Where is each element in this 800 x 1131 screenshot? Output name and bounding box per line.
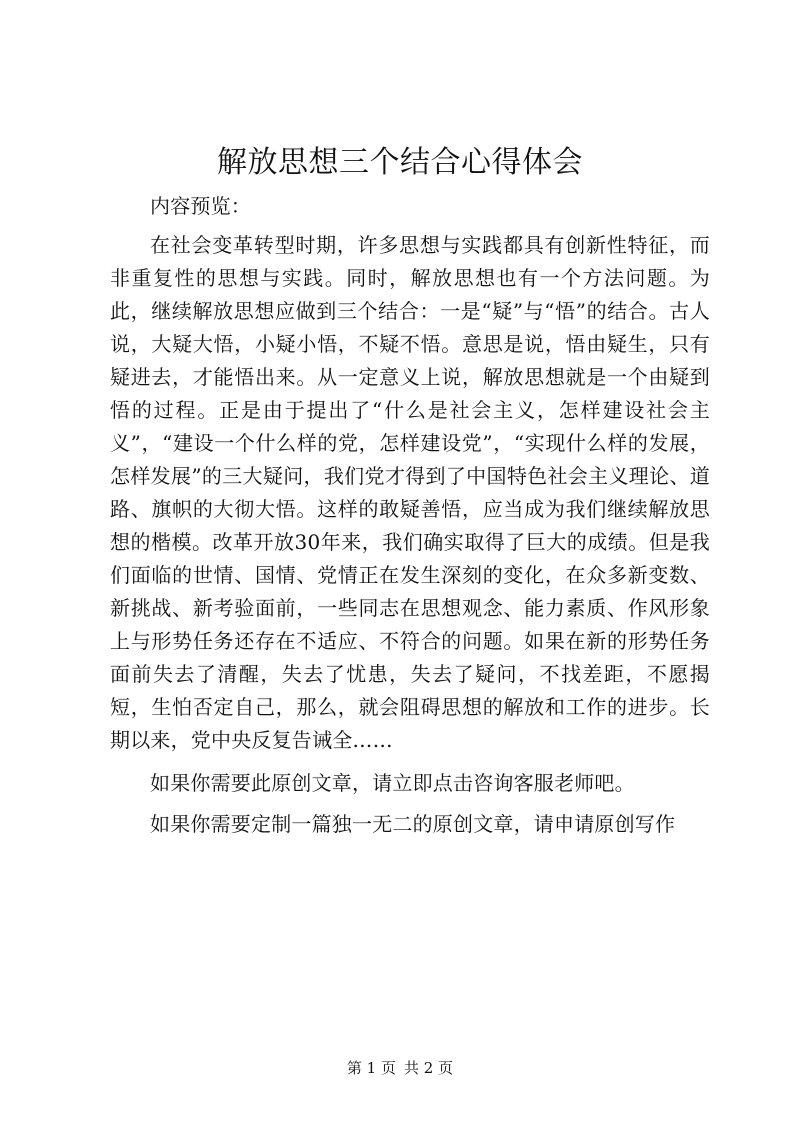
document-body xyxy=(110,190,710,849)
page-number-total: 共 2 页 xyxy=(404,1059,454,1077)
page-number-current: 第 1 页 xyxy=(346,1059,396,1077)
page-footer xyxy=(0,1058,800,1078)
document-title: 解放思想三个结合心得体会 xyxy=(217,145,583,180)
preview-label: 内容预览： xyxy=(150,194,251,218)
preview-paragraph: 在社会变革转型时期，许多思想与实践都具有创新性特征，而非重复性的思想与实践。同时，解放思想也有一个方法问题。为此，继续解放思想应做到三个结合：一是“疑”与“悟”的结合。古人说，大疑大悟，小疑小悟，不疑不悟。意思是说，悟由疑生，只有疑进去，才能悟出来。从一定意义上说，解放思想就是一个由疑到悟的过程。正是由于提出了“什么是社会主义，怎样建设社会主义”，“建设一个什么样的党，怎样建设党”，“实现什么样的发展，怎样发展”的三大疑问，我们党才得到了中国特色社会主义理论、道路、旗帜的大彻大悟。这样的敢疑善悟，应当成为我们继续解放思想的楷模。改革开放30年来，我们确实取得了巨大的成绩。但是我们面临的世情、国情、党情正在发生深刻的变化，在众多新变数、新挑战、新考验面前，一些同志在思想观念、能力素质、作风形象上与形势任务还存在不适应、不符合的问题。如果在新的形势任务面前失去了清醒，失去了忧患，失去了疑问，不找差距，不愿揭短，生怕否定自己，那么，就会阻碍思想的解放和工作的进步。长期以来，党中央反复告诫全…… xyxy=(110,233,710,752)
contact-service-prompt: 如果你需要此原创文章，请立即点击咨询客服老师吧。 xyxy=(150,771,635,795)
custom-writing-prompt: 如果你需要定制一篇独一无二的原创文章，请申请原创写作 xyxy=(150,812,676,836)
